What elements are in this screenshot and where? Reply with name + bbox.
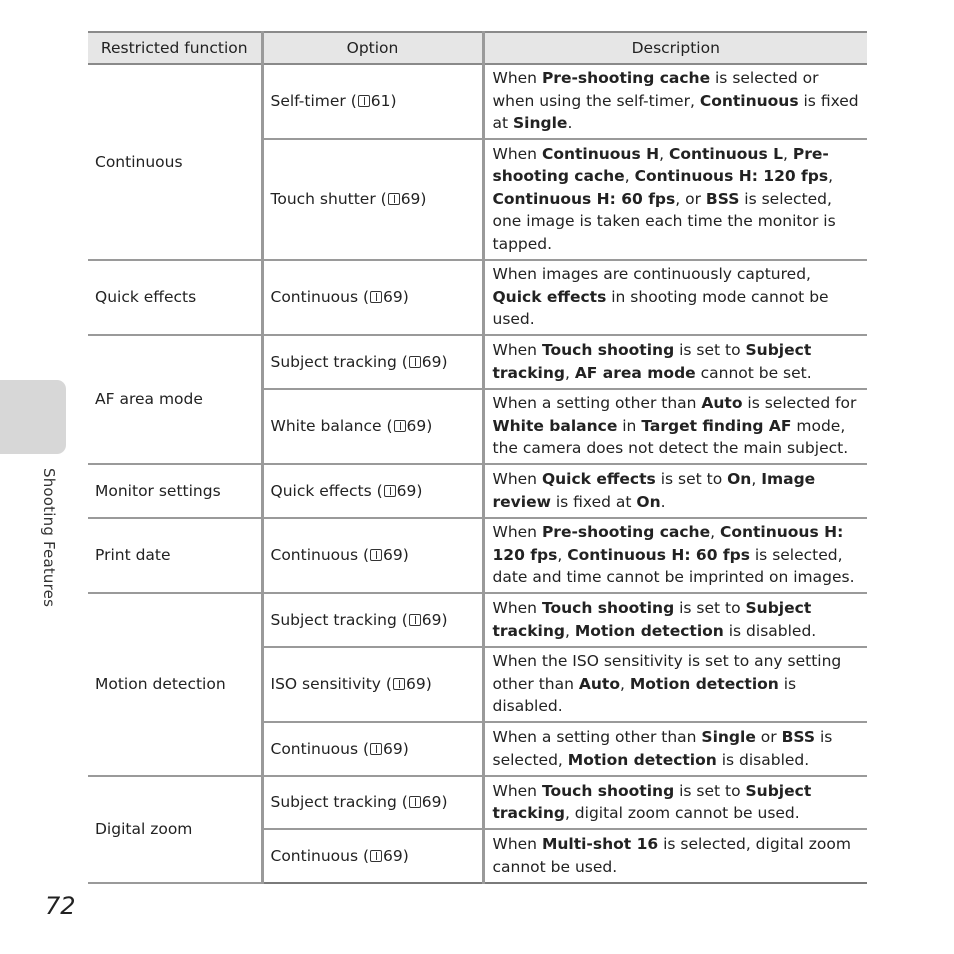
restricted-function-cell: AF area mode [88,335,262,464]
description-setting-name: Multi-shot 16 [541,835,659,853]
description-text: is selected or when using the self-timer, [492,69,819,110]
description-text: When [492,835,542,853]
option-cell: Continuous ( 69) [262,722,483,776]
book-reference-icon [393,678,405,690]
description-text: . [660,492,666,511]
description-setting-name: Subject tracking [492,599,812,640]
header-row [88,32,867,64]
description-text: When a setting other than [492,728,702,746]
description-text: is disabled. [492,674,797,716]
option-cell: Self-timer ( 61) [262,64,483,139]
book-reference-icon [394,420,406,432]
restricted-function-cell: Digital zoom [88,776,262,883]
description-cell [483,335,867,389]
description-cell [483,389,867,464]
description-setting-name: Continuous H: 60 fps [492,189,676,208]
description-setting-name: Auto [578,674,620,693]
option-page-ref: 69 [383,846,403,865]
option-label: Continuous ( [270,846,370,865]
description-setting-name: AF area mode [574,363,696,382]
option-cell: Continuous ( 69) [262,260,483,335]
table-row [88,776,867,829]
description-text: is fixed at [492,91,859,133]
description-text: , or [675,189,706,208]
option-cell: Subject tracking ( 69) [262,776,483,829]
table-row [88,464,867,518]
option-cell: Touch shutter ( 69) [262,139,483,260]
description-cell [483,518,867,593]
description-setting-name: Target finding AF [641,416,792,435]
option-label: Continuous ( [270,739,370,758]
description-cell [483,64,867,139]
option-cell: Continuous ( 69) [262,829,483,883]
option-page-ref: 69 [405,675,426,694]
description-text: , [782,144,793,163]
description-text: When [492,470,542,488]
book-reference-icon [370,850,382,862]
section-label: Shooting Features [40,468,58,608]
description-text: , [624,167,635,186]
option-page-ref: 69 [383,739,403,758]
restricted-function-cell: Continuous [88,64,262,260]
description-setting-name: BSS [781,728,816,746]
description-setting-name: Continuous H: 120 fps [634,167,829,186]
description-text: , [659,144,669,163]
description-text: , [564,363,575,382]
description-setting-name: Quick effects [492,287,607,306]
description-setting-name: Touch shooting [541,781,675,800]
description-setting-name: Single [701,728,756,746]
option-cell: Continuous ( 69) [262,518,483,593]
option-label: Touch shutter ( [270,190,387,209]
description-text: When images are continuously captured, [492,265,811,284]
book-reference-icon [370,549,382,561]
description-text: is selected, digital zoom cannot be used. [492,835,851,876]
restricted-function-cell: Print date [88,518,262,593]
book-reference-icon [409,796,421,808]
header-restricted-function: Restricted function [88,32,262,64]
option-page-ref: 69 [421,793,442,812]
option-page-ref: 69 [383,546,403,565]
restricted-function-cell: Quick effects [88,260,262,335]
description-text: When [492,523,542,542]
description-text: When [492,599,542,617]
description-text: is disabled. [716,750,810,769]
description-text: is set to [674,781,746,800]
table-body [88,64,867,883]
description-text: , [751,470,762,488]
description-cell [483,647,867,722]
option-page-ref: 61 [370,92,391,111]
description-text: in shooting mode cannot be used. [492,287,829,329]
table-row [88,593,867,647]
section-tab [0,380,66,454]
description-text: When [492,69,542,88]
description-setting-name: Touch shooting [541,599,675,617]
description-text: is set to [674,341,746,359]
description-setting-name: Image review [492,470,816,511]
description-text: is selected, one image is taken each time the monitor is tapped. [492,189,836,253]
description-setting-name: Continuous [699,91,799,110]
description-text: When [492,781,542,800]
book-reference-icon [388,193,400,205]
description-setting-name: On [727,470,752,488]
option-cell: Subject tracking ( 69) [262,593,483,647]
description-setting-name: Motion detection [567,750,717,769]
description-cell [483,593,867,647]
table-row [88,260,867,335]
option-page-ref: 69 [400,190,421,209]
description-setting-name: Pre-shooting cache [492,144,829,186]
option-cell: White balance ( 69) [262,389,483,464]
description-setting-name: Pre-shooting cache [541,69,711,88]
description-setting-name: Motion detection [574,621,724,640]
description-text: is selected, [492,728,833,769]
header-option: Option [262,32,483,64]
description-text: When [492,144,542,163]
description-setting-name: Continuous H [541,144,660,163]
description-cell [483,722,867,776]
option-label: Subject tracking ( [270,352,408,371]
description-cell [483,139,867,260]
description-setting-name: Auto [701,394,743,413]
description-text: is selected, date and time cannot be imprinted on images. [492,545,855,587]
option-page-ref: 69 [383,288,403,307]
option-label: Continuous ( [270,546,370,565]
table-row [88,518,867,593]
table-row [88,64,867,139]
description-setting-name: Pre-shooting cache [541,523,711,542]
option-label: White balance ( [270,417,393,436]
table-row [88,335,867,389]
description-text: is selected for [742,394,857,413]
option-label: Quick effects ( [270,481,383,500]
description-text: When the ISO sensitivity is set to any setting other than [492,652,842,693]
option-cell: Subject tracking ( 69) [262,335,483,389]
book-reference-icon [409,614,421,626]
description-text: is set to [655,470,728,488]
option-label: Subject tracking ( [270,793,408,812]
restrictions-table [88,31,867,884]
description-text: , digital zoom cannot be used. [564,804,800,822]
description-text: mode, the camera does not detect the main subject. [492,416,849,458]
book-reference-icon [370,743,382,755]
book-reference-icon [370,291,382,303]
description-text: , [828,167,834,186]
option-label: ISO sensitivity ( [270,675,392,694]
description-cell [483,464,867,518]
description-setting-name: Subject tracking [492,341,812,382]
description-cell [483,776,867,829]
restricted-function-cell: Motion detection [88,593,262,776]
description-cell [483,260,867,335]
description-text: When [492,341,542,359]
description-setting-name: Continuous L [668,144,783,163]
description-setting-name: Continuous H: 60 fps [567,545,750,564]
book-reference-icon [358,95,370,107]
description-setting-name: Single [513,114,568,133]
page-number: 72 [45,892,76,920]
description-text: , [710,523,720,542]
option-page-ref: 69 [421,352,442,371]
restricted-function-cell: Monitor settings [88,464,262,518]
option-page-ref: 69 [406,417,427,436]
option-label: Self-timer ( [270,92,357,111]
description-text: in [617,416,642,435]
book-reference-icon [384,485,396,497]
option-cell: ISO sensitivity ( 69) [262,647,483,722]
book-reference-icon [409,356,421,368]
description-setting-name: BSS [705,189,740,208]
option-label: Continuous ( [270,288,370,307]
option-page-ref: 69 [421,610,442,629]
description-text: cannot be set. [695,363,812,382]
description-setting-name: Motion detection [629,674,779,693]
description-setting-name: White balance [492,416,618,435]
description-setting-name: Touch shooting [541,341,675,359]
description-text: is set to [674,599,746,617]
description-text: , [557,545,568,564]
description-cell [483,829,867,883]
option-cell: Quick effects ( 69) [262,464,483,518]
description-setting-name: Quick effects [541,470,656,488]
description-text: . [567,114,573,133]
description-text: , [619,674,630,693]
description-setting-name: Subject tracking [492,781,812,822]
description-text: is disabled. [723,621,817,640]
description-text: is fixed at [550,492,637,511]
description-text: , [564,621,575,640]
header-description: Description [483,32,867,64]
option-page-ref: 69 [396,481,417,500]
description-setting-name: On [636,492,661,511]
option-label: Subject tracking ( [270,610,408,629]
description-setting-name: Continuous H: 120 fps [492,523,844,564]
description-text: or [755,728,782,746]
description-text: When a setting other than [492,394,702,413]
